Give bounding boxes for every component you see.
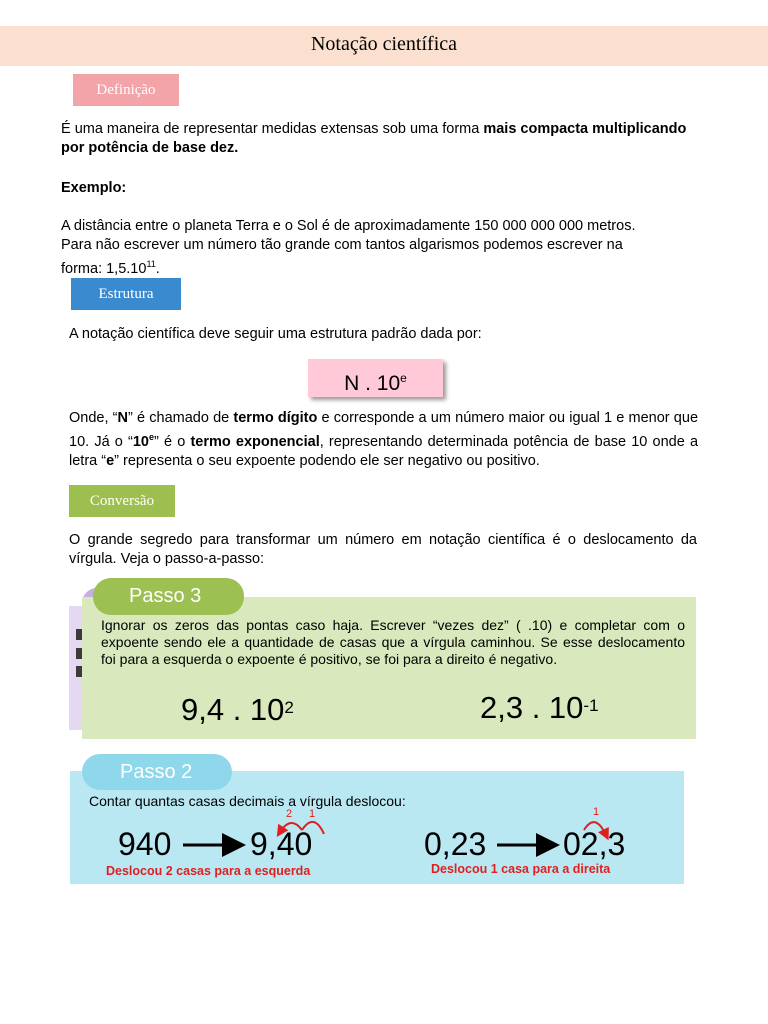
formula-exponent: e <box>400 371 407 385</box>
passo2-tab: Passo 2 <box>82 754 232 790</box>
onde-termo-exponencial: termo exponencial <box>190 433 320 450</box>
passo2-example-2-caption: Deslocou 1 casa para a direita <box>431 862 611 876</box>
example-line-3-prefix: forma: 1,5.10 <box>61 260 147 277</box>
passo2-text: Contar quantas casas decimais a vírgula deslocou: <box>89 793 406 809</box>
passo2-example-2-from: 0,23 <box>424 826 487 862</box>
passo3-example-2-exponent: -1 <box>583 696 599 715</box>
shift-count-1: 1 <box>309 808 316 820</box>
example-line-1: A distância entre o planeta Terra e o Sol é de aproximadamente 150 000 000 000 metros. <box>61 218 636 234</box>
onde-part-6: ” representa o seu expoente podendo ele ser negativo ou positivo. <box>114 452 540 469</box>
passo3-example-1-base: 9,4 . 10 <box>181 692 285 727</box>
onde-part-3: e corresponde a um número maior ou igual 1 e menor que 10. Já o “ <box>69 410 699 450</box>
onde-termo-digito: termo dígito <box>233 410 318 426</box>
passo3-text: Ignorar os zeros das pontas caso haja. Escrever “vezes dez” ( .10) e completar com o expoente sendo ele a quantidade de casas que a vírgula caminhou. Se esse deslocamento foi para a esquerda o expoente é positivo, se foi para a direito é negativo. <box>101 617 685 667</box>
definition-text-normal: É uma maneira de representar medidas extensas sob uma forma <box>61 121 484 137</box>
definition-text-bold: mais compacta multiplicando por potência de base dez. <box>61 121 687 156</box>
shift-arc-icon <box>584 822 606 835</box>
section-tag-conversao: Conversão <box>69 485 175 517</box>
onde-part-4: ” é o <box>154 433 191 450</box>
example-line-2: Para não escrever um número tão grande com tantos algarismos podemos escrever na <box>61 237 623 253</box>
passo2-example-2-to: 02,3 <box>563 826 626 862</box>
example-exponent: 11 <box>146 259 156 269</box>
onde-10: 10 <box>132 433 149 450</box>
passo2-example-1-to: 9,40 <box>250 826 313 862</box>
shift-count-2: 2 <box>286 808 293 820</box>
shift-arc-icon <box>302 822 324 834</box>
onde-part-5: , representando determinada potência de base 10 onde a letra “ <box>69 433 699 469</box>
formula-base: N . 10 <box>344 372 401 395</box>
conversion-text: O grande segredo para transformar um número em notação científica é o deslocamento da vírgula. Veja o passo-a-passo: <box>69 532 697 567</box>
section-tag-definicao: Definição <box>73 74 179 106</box>
passo2-example-1-caption: Deslocou 2 casas para a esquerda <box>106 864 311 878</box>
passo3-example-1-exponent: 2 <box>284 698 294 717</box>
onde-10-exponent: e <box>149 432 155 442</box>
example-line-3-suffix: . <box>155 260 160 277</box>
section-tag-estrutura: Estrutura <box>71 278 181 310</box>
onde-part-1: Onde, “ <box>69 410 118 426</box>
onde-e: e <box>106 452 115 469</box>
passo3-example-2-base: 2,3 . 10 <box>480 690 584 725</box>
shift-arc-icon <box>280 823 302 832</box>
example-label: Exemplo: <box>61 180 127 196</box>
page-title: Notação científica <box>310 33 458 55</box>
onde-part-2: ” é chamado de <box>128 410 234 426</box>
passo3-tab: Passo 3 <box>93 578 244 615</box>
structure-intro: A notação científica deve seguir uma estrutura padrão dada por: <box>69 326 482 342</box>
shift-count-1-right: 1 <box>593 806 600 818</box>
onde-n: N <box>117 410 128 426</box>
passo2-example-1-from: 940 <box>118 826 172 862</box>
